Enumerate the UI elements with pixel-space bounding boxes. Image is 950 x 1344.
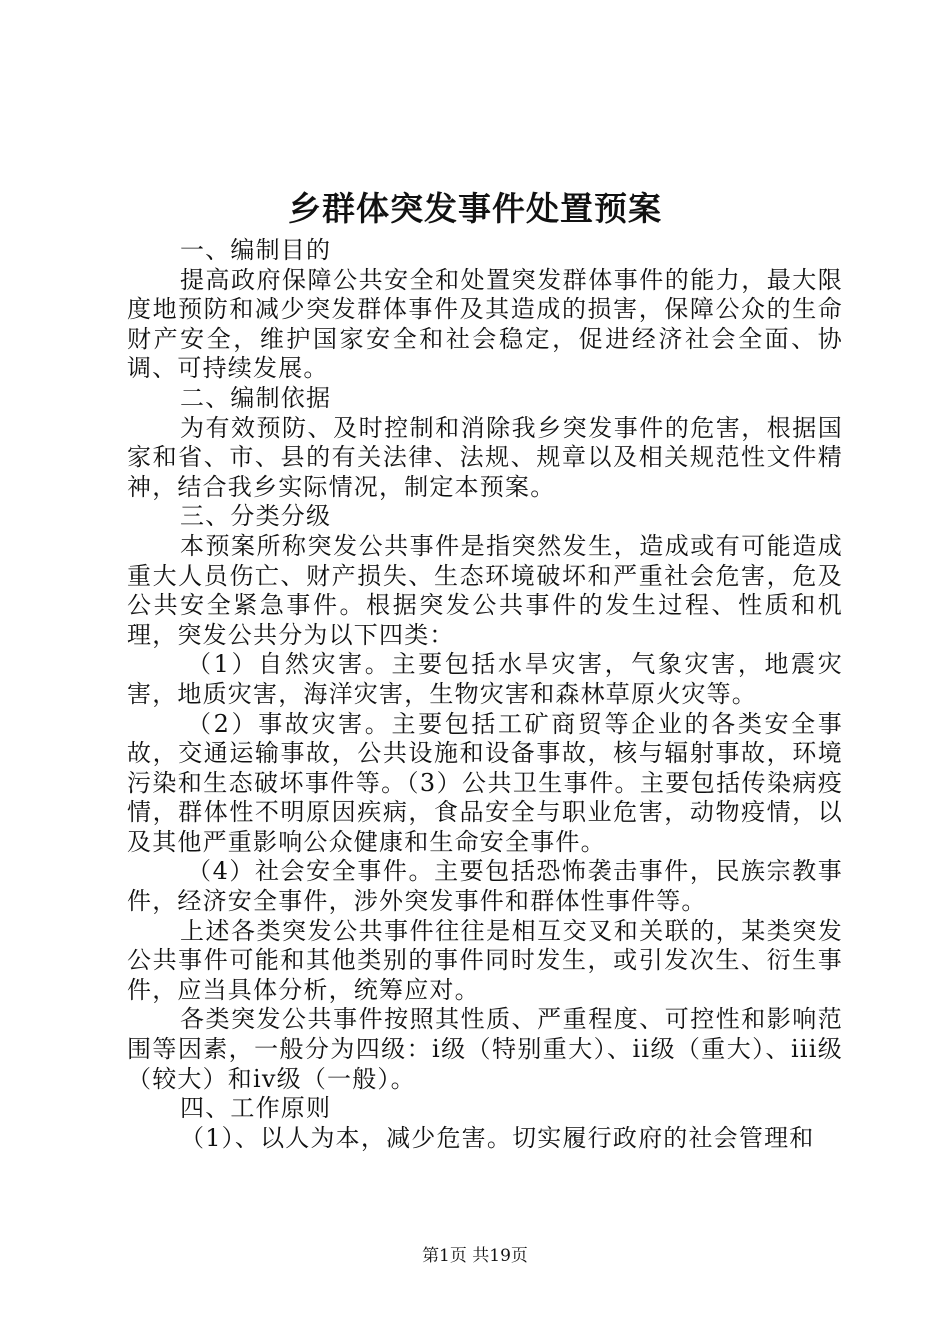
paragraph: 本预案所称突发公共事件是指突然发生，造成或有可能造成重大人员伤亡、财产损失、生态环境破坏和严重社会危害，危及公共安全紧急事件。根据突发公共事件的发生过程、性质和机理，突发公共分为以下四类： [127,531,843,649]
section-heading: 三、分类分级 [180,502,332,531]
paragraph: （2）事故灾害。主要包括工矿商贸等企业的各类安全事故，交通运输事故，公共设施和设备事故，核与辐射事故，环境污染和生态破坏事件等。（3）公共卫生事件。主要包括传染病疫情，群体性不明原因疾病，食品安全与职业危害，动物疫情，以及其他严重影响公众健康和生命安全事件。 [127,709,843,856]
paragraph: 为有效预防、及时控制和消除我乡突发事件的危害，根据国家和省、市、县的有关法律、法规、规章以及相关规范性文件精神，结合我乡实际情况，制定本预案。 [127,413,843,501]
document-title: 乡群体突发事件处置预案 [288,189,662,228]
paragraph: 提高政府保障公共安全和处置突发群体事件的能力，最大限度地预防和减少突发群体事件及其造成的损害，保障公众的生命财产安全，维护国家安全和社会稳定，促进经济社会全面、协调、可持续发展。 [127,265,843,383]
paragraph: 各类突发公共事件按照其性质、严重程度、可控性和影响范围等因素，一般分为四级：i级（特别重大）、ii级（重大）、iii级（较大）和iv级（一般）。 [127,1005,843,1093]
section-heading: 四、工作原则 [180,1094,332,1123]
paragraph: 上述各类突发公共事件往往是相互交叉和关联的，某类突发公共事件可能和其他类别的事件同时发生，或引发次生、衍生事件，应当具体分析，统筹应对。 [127,916,843,1004]
paragraph: （1）、以人为本，减少危害。切实履行政府的社会管理和 [180,1123,815,1152]
section-heading: 一、编制目的 [180,236,332,264]
page-number-footer: 第1页 共19页 [422,1246,528,1266]
section-heading: 二、编制依据 [180,383,332,412]
document-body [127,236,843,1153]
paragraph: （4）社会安全事件。主要包括恐怖袭击事件，民族宗教事件，经济安全事件，涉外突发事件和群体性事件等。 [127,857,843,916]
paragraph: （1）自然灾害。主要包括水旱灾害，气象灾害，地震灾害，地质灾害，海洋灾害，生物灾害和森林草原火灾等。 [127,650,843,708]
